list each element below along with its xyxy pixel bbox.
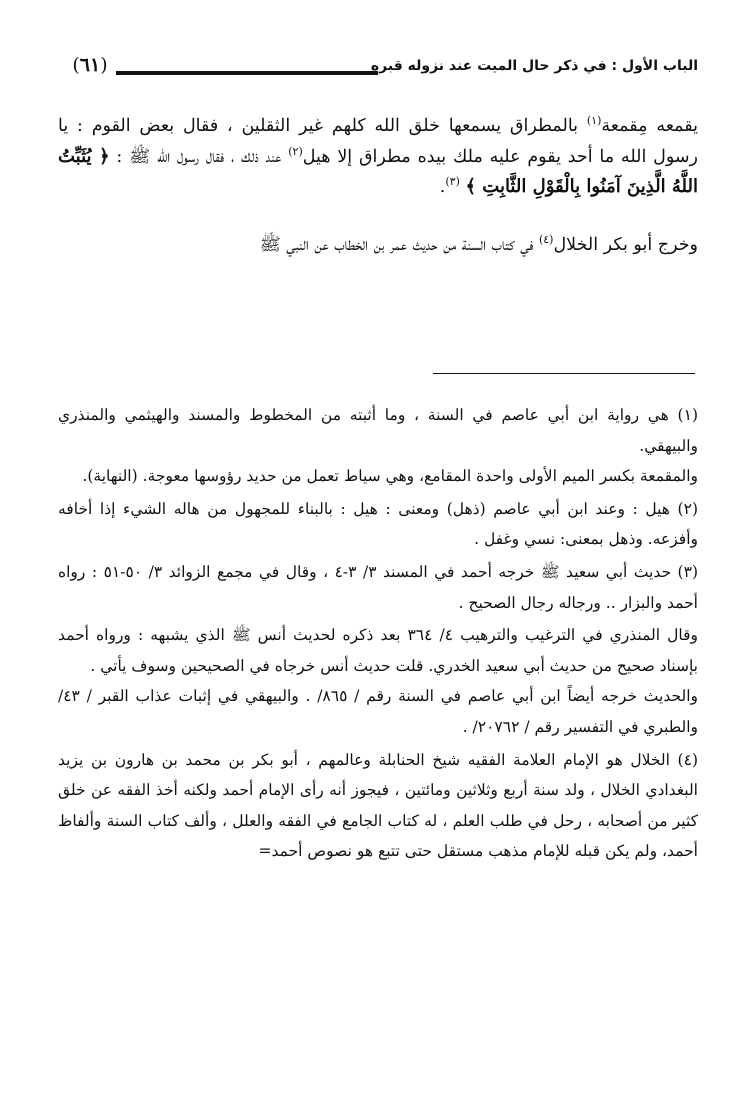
quran-verse: ﴿ يُثَبِّتُ اللَّهُ الَّذِينَ آمَنُوا بِالْقَوْلِ الثَّابِتِ ﴾ [58, 145, 698, 197]
footnotes [58, 400, 698, 867]
footnote-ref-1[interactable]: (١) [586, 114, 602, 128]
paragraph-1 [58, 112, 698, 203]
footnote-1: (١) هي رواية ابن أبي عاصم في السنة ، وما أثبته من المخطوط والمسند والهيثمي والمنذري والبيهقي. [58, 406, 698, 455]
header-rule [116, 71, 378, 75]
footnote-3-references: والحديث خرجه أيضاً ابن أبي عاصم في السنة رقم / ٨٦٥/ . والبيهقي في إثبات عذاب القبر / ٤٣/ والطبري في التفسير رقم / ٢٠٧٦٢/ . [58, 687, 698, 736]
footnote-1-continued: والمقمعة بكسر الميم الأولى واحدة المقامع، وهي سياط تعمل من حديد رؤوسها معوجة. (النهاية). [82, 467, 698, 486]
footnote-ref-4[interactable]: (٤) [538, 232, 554, 246]
running-header [58, 44, 698, 88]
paragraph-2 [58, 231, 698, 261]
text-segment: وخرج أبو بكر الخلال [553, 234, 698, 255]
text-segment: يقمعه مِقمعة [601, 116, 698, 136]
text-segment: . [439, 177, 446, 197]
text-segment: عند ذلك ، فقال رسول الله ﷺ : [109, 146, 289, 167]
footnote-3: (٣) حديث أبي سعيد ﷺ خرجه أحمد في المسند ٣/ ٣-٤ ، وقال في مجمع الزوائد ٣/ ٥٠-٥١ : رواه أحمد والبزار .. ورجاله رجال الصحيح . [58, 562, 698, 612]
text-segment: في كتاب السنة من حديث عمر بن الخطاب عن النبي ﷺ [259, 234, 539, 255]
page-number: ٦١ [79, 54, 101, 76]
footnote-4: (٤) الخلال هو الإمام العلامة الفقيه شيخ الحنابلة وعالمهم ، أبو بكر بن محمد بن هارون بن يزيد البغدادي الخلال ، ولد سنة أربع وثلاثين ومائتين ، فيجوز أنه رأى الإمام أحمد ولكنه أخذ الفقه عن خلق كثير من أصحابه ، رحل في طلب العلم ، له كتاب الجامع في الفقه والعلل ، وألف كتاب السنة وألفاظ أحمد، ولم يكن قبله للإمام مذهب مستقل حتى تتبع هو نصوص أحمد= [58, 750, 698, 861]
footnote-ref-2[interactable]: (٢) [288, 144, 303, 158]
main-text [58, 112, 698, 260]
footnote-separator [433, 373, 695, 374]
page-number-box: (٦١) [72, 54, 108, 76]
text-segment: بالمطراق يسمعها خلق الله كلهم غير الثقلين ، فقال بعض القوم : يا رسول الله ما أحد يقوم عليه ملك بيده مطراق إلا هيل [58, 116, 698, 167]
footnote-3-continued: وقال المنذري في الترغيب والترهيب ٤/ ٣٦٤ بعد ذكره لحديث أنس ﷺ الذي يشبهه : ورواه أحمد بإسناد صحيح من حديث أبي سعيد الخدري. قلت حديث أنس خرجاه في الصحيحين وسوف يأتي . [58, 626, 698, 675]
chapter-title: الباب الأول : في ذكر حال الميت عند نزوله قبره [370, 58, 698, 74]
footnote-2: (٢) هيل : وعند ابن أبي عاصم (ذهل) ومعنى : هيل : بالبناء للمجهول من هاله الشيء إذا أخافه وأفزعه. وذهل بمعنى: نسي وغفل . [58, 499, 698, 549]
footnote-ref-3[interactable]: (٣) [445, 175, 460, 189]
